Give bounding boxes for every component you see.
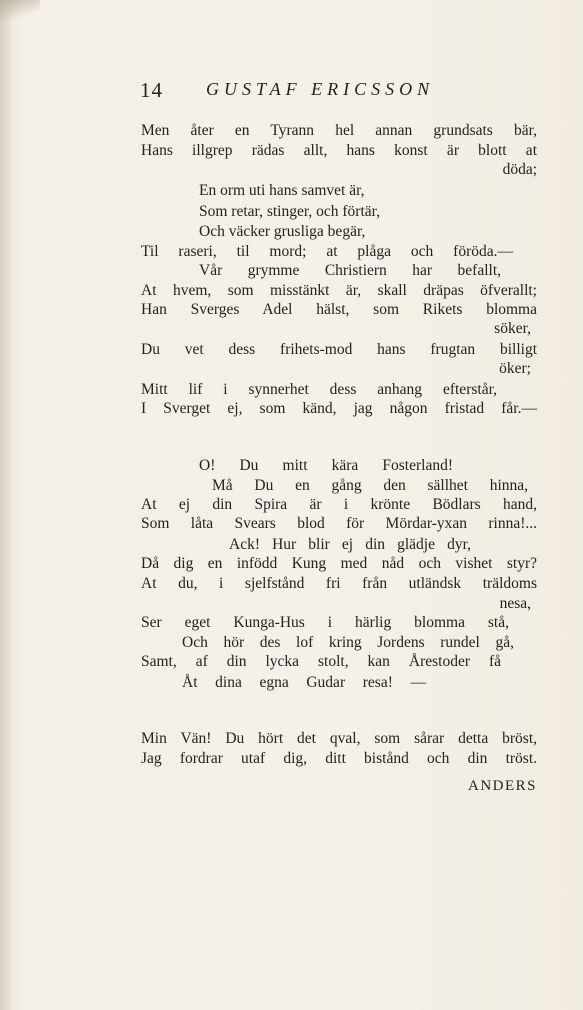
verse-line: Til raseri, til mord; at plåga och föröda.— xyxy=(141,243,513,260)
verse-line: döda; xyxy=(502,161,537,178)
verse-line: Då dig en infödd Kung med nåd och vishet styr? xyxy=(141,555,537,572)
verse-line: Och hör des lof kring Jordens rundel gå, xyxy=(182,634,514,651)
verse-line: nesa, xyxy=(499,595,531,612)
running-title: GUSTAF ERICSSON xyxy=(206,79,435,99)
verse-line: Må Du en gång den sällhet hinna, xyxy=(212,477,528,494)
verse-line: Du vet dess frihets-mod hans frugtan billigt xyxy=(141,341,537,358)
verse-line: Och väcker grusliga begär, xyxy=(199,223,366,240)
verse-line: Hans illgrep rädas allt, hans konst är blott at xyxy=(141,142,537,159)
verse-line: At hvem, som misstänkt är, skall dräpas öfverallt; xyxy=(141,282,537,299)
verse-line: Han Sverges Adel hälst, som Rikets blomma xyxy=(141,301,537,318)
page-corner-stain xyxy=(0,0,40,22)
speaker-signature: ANDERS xyxy=(467,778,537,794)
verse-line: Vår grymme Christiern har befallt, xyxy=(199,262,501,279)
verse-line: Ser eget Kunga-Hus i härlig blomma stå, xyxy=(141,614,509,631)
verse-line: söker, xyxy=(494,320,531,337)
verse-line: Som retar, stinger, och förtär, xyxy=(199,203,381,220)
page-gutter-shadow xyxy=(0,0,12,1010)
verse-line: At ej din Spira är i krönte Bödlars hand, xyxy=(141,496,537,513)
verse-line: O! Du mitt kära Fosterland! xyxy=(199,457,453,474)
verse-line: Ack! Hur blir ej din glädje dyr, xyxy=(229,536,471,553)
verse-line: Min Vän! Du hört det qval, som sårar detta bröst, xyxy=(141,730,537,747)
verse-line: Samt, af din lycka stolt, kan Årestoder få xyxy=(141,653,501,670)
verse-line: Jag fordrar utaf dig, ditt bistånd och din tröst. xyxy=(141,750,537,767)
verse-line: At du, i sjelfstånd fri från utländsk träldoms xyxy=(141,575,537,592)
verse-line: öker; xyxy=(499,360,531,377)
verse-line: Men åter en Tyrann hel annan grundsats bär, xyxy=(141,122,537,139)
verse-line: En orm uti hans samvet är, xyxy=(199,182,365,199)
verse-line: Åt dina egna Gudar resa! — xyxy=(182,674,426,691)
running-header xyxy=(140,78,540,104)
verse-line: Mitt lif i synnerhet dess anhang efterstår, xyxy=(141,381,497,398)
verse-line: Som låta Svears blod för Mördar-yxan rinna!... xyxy=(141,515,537,532)
verse-line: I Sverget ej, som känd, jag någon fristad får.— xyxy=(141,400,537,417)
page-number: 14 xyxy=(140,78,163,102)
